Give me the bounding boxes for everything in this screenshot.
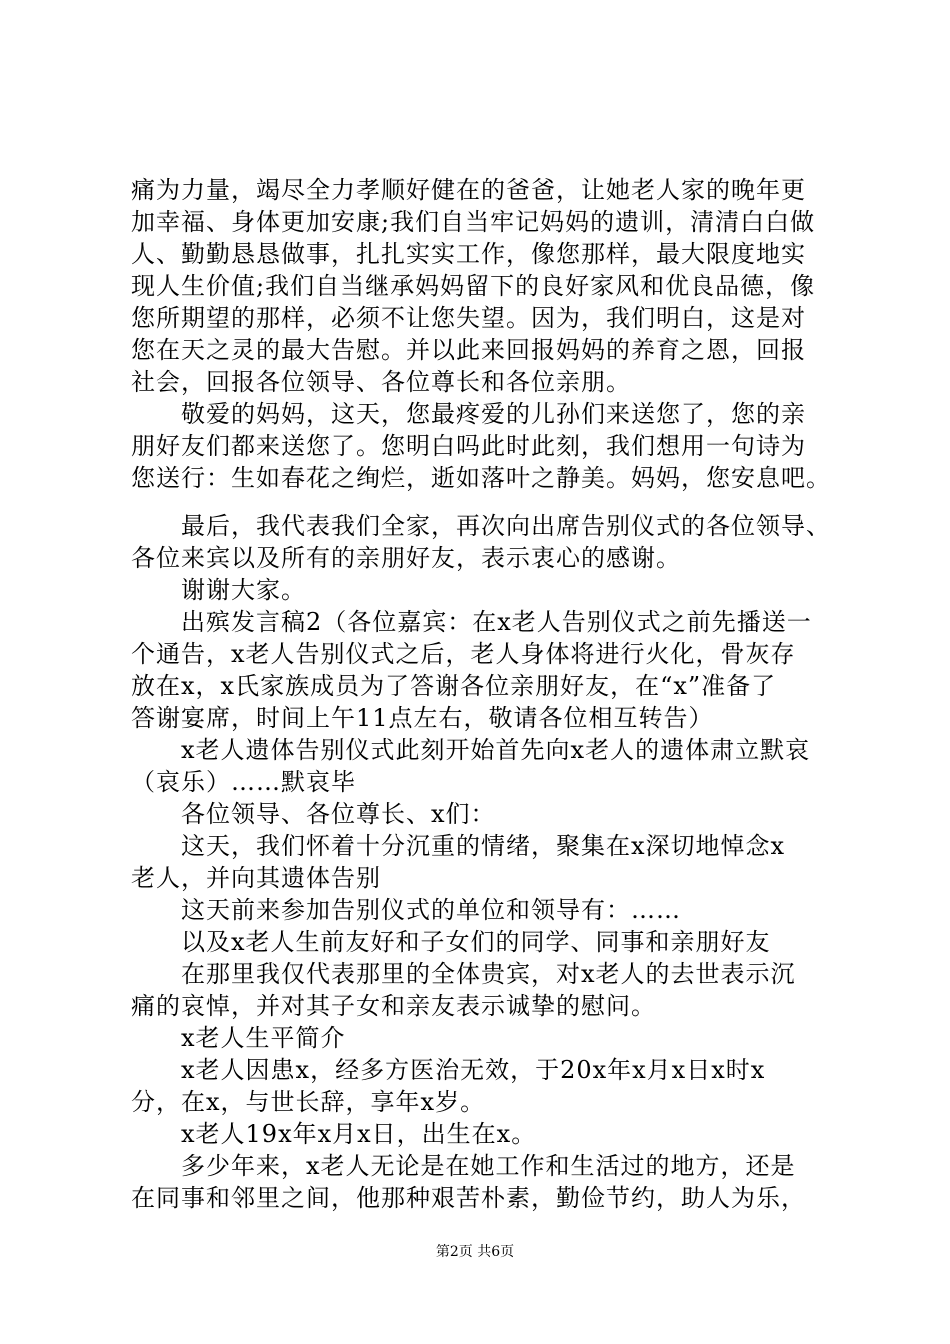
text-line: 分，在x，与世长辞，享年x岁。: [131, 1088, 486, 1116]
text-line: x老人因患x，经多方医治无效，于20x年x月x日x时x: [131, 1056, 766, 1084]
text-line: x老人生平简介: [131, 1024, 346, 1052]
page-number-footer: 第2页 共6页: [435, 1244, 515, 1260]
text-line: 各位来宾以及所有的亲朋好友，表示衷心的感谢。: [131, 544, 681, 572]
text-line: 现人生价值;我们自当继承妈妈留下的良好家风和优良品德，像: [131, 272, 816, 300]
text-line: x老人19x年x月x日，出生在x。: [131, 1120, 537, 1148]
text-line: 在那里我仅代表那里的全体贵宾，对x老人的去世表示沉: [131, 960, 796, 988]
text-line: 您送行：生如春花之绚烂，逝如落叶之静美。妈妈，您安息吧。: [131, 464, 831, 492]
text-line: 敬爱的妈妈，这天，您最疼爱的儿孙们来送您了，您的亲: [131, 400, 806, 428]
text-line: 这天，我们怀着十分沉重的情绪，聚集在x深切地悼念x: [131, 832, 786, 860]
text-line: 放在x，x氏家族成员为了答谢各位亲朋好友，在“x”准备了: [131, 672, 777, 700]
text-line: 以及x老人生前友好和子女们的同学、同事和亲朋好友: [131, 928, 771, 956]
text-line: 在同事和邻里之间，他那种艰苦朴素，勤俭节约，助人为乐，: [131, 1184, 806, 1212]
text-line: 痛的哀悼，并对其子女和亲友表示诚挚的慰问。: [131, 992, 656, 1020]
text-line: 朋好友们都来送您了。您明白吗此时此刻，我们想用一句诗为: [131, 432, 806, 460]
text-line: 痛为力量，竭尽全力孝顺好健在的爸爸，让她老人家的晚年更: [131, 176, 806, 204]
text-line: x老人遗体告别仪式此刻开始首先向x老人的遗体肃立默哀: [131, 736, 811, 764]
text-line: 出殡发言稿2（各位嘉宾：在x老人告别仪式之前先播送一: [131, 608, 812, 636]
text-line: 多少年来，x老人无论是在她工作和生活过的地方，还是: [131, 1152, 796, 1180]
text-line: （哀乐）……默哀毕: [131, 768, 356, 796]
text-line: 答谢宴席，时间上午11点左右，敬请各位相互转告）: [131, 704, 714, 732]
text-line: 谢谢大家。: [131, 576, 306, 604]
text-line: 老人，并向其遗体告别: [131, 864, 381, 892]
text-line: 人、勤勤恳恳做事，扎扎实实工作，像您那样，最大限度地实: [131, 240, 806, 268]
body-text: [131, 174, 851, 1214]
text-line: 最后，我代表我们全家，再次向出席告别仪式的各位领导、: [131, 512, 831, 540]
text-line: 加幸福、身体更加安康;我们自当牢记妈妈的遗训，清清白白做: [131, 208, 816, 236]
text-line: 个通告，x老人告别仪式之后，老人身体将进行火化，骨灰存: [131, 640, 796, 668]
paragraph-gap: [131, 494, 851, 510]
text-line: 您所期望的那样，必须不让您失望。因为，我们明白，这是对: [131, 304, 806, 332]
text-line: 您在天之灵的最大告慰。并以此来回报妈妈的养育之恩，回报: [131, 336, 806, 364]
text-line: 社会，回报各位领导、各位尊长和各位亲朋。: [131, 368, 631, 396]
text-line: 各位领导、各位尊长、x们：: [131, 800, 496, 828]
text-line: 这天前来参加告别仪式的单位和领导有：……: [131, 896, 681, 924]
